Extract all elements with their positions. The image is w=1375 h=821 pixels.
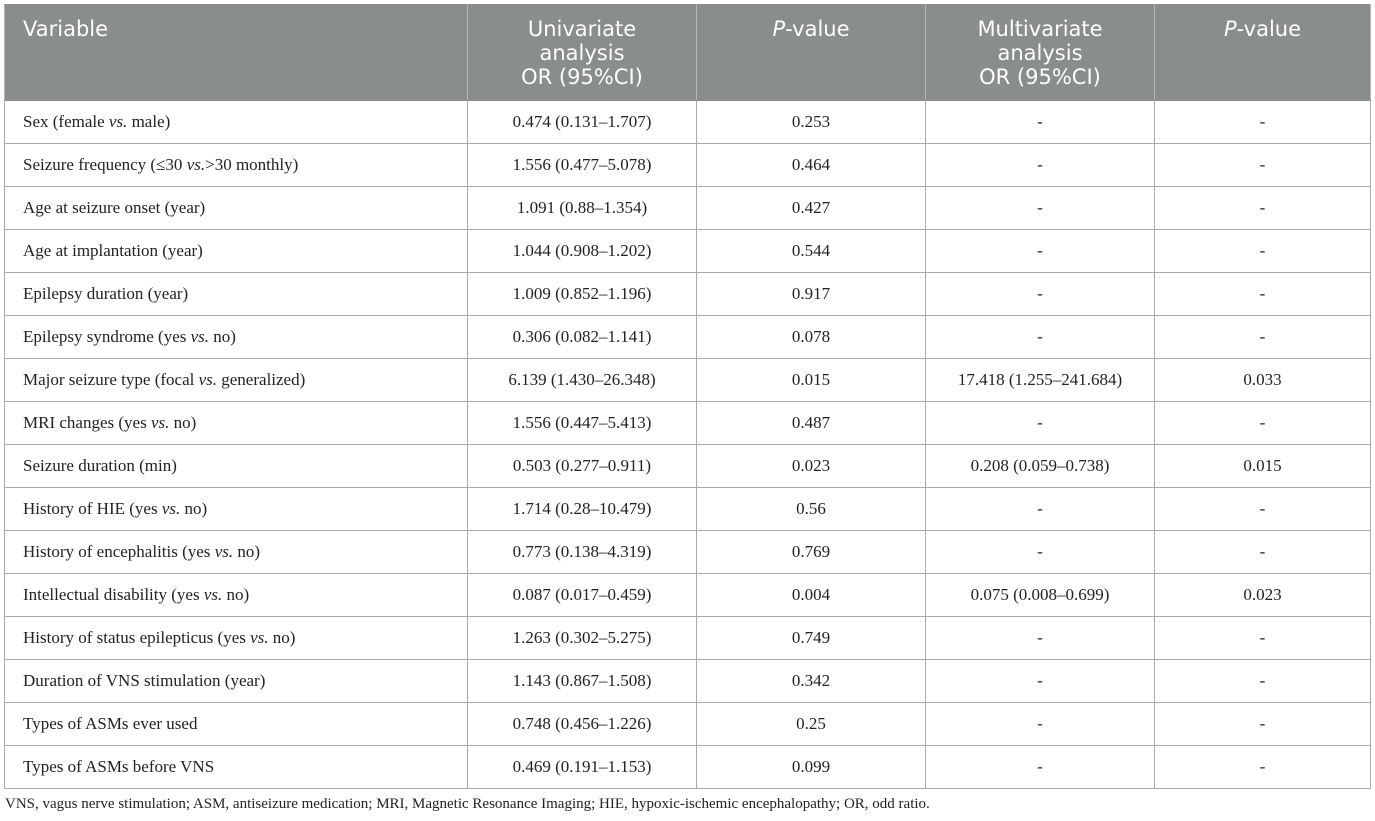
cell-univariate-or: 1.714 (0.28–10.479) bbox=[468, 488, 697, 531]
cell-multivariate-p-value: - bbox=[1155, 531, 1371, 574]
variable-versus: vs. bbox=[108, 112, 128, 131]
cell-multivariate-p-value: - bbox=[1155, 101, 1371, 144]
header-p-value-1-rest: -value bbox=[785, 17, 850, 41]
cell-variable bbox=[5, 144, 468, 187]
cell-multivariate-or: 17.418 (1.255–241.684) bbox=[926, 359, 1155, 402]
variable-text-end: no) bbox=[222, 585, 250, 604]
cell-multivariate-or: - bbox=[926, 316, 1155, 359]
cell-multivariate-or: - bbox=[926, 273, 1155, 316]
table-row bbox=[5, 574, 1371, 617]
cell-multivariate-or: - bbox=[926, 230, 1155, 273]
cell-variable bbox=[5, 273, 468, 316]
variable-text: Epilepsy duration (year) bbox=[23, 284, 189, 303]
variable-text: Age at implantation (year) bbox=[23, 241, 203, 260]
cell-variable bbox=[5, 101, 468, 144]
cell-multivariate-p-value: - bbox=[1155, 488, 1371, 531]
variable-text: Types of ASMs before VNS bbox=[23, 757, 215, 776]
variable-text-end: no) bbox=[233, 542, 261, 561]
cell-multivariate-or: 0.208 (0.059–0.738) bbox=[926, 445, 1155, 488]
cell-variable bbox=[5, 445, 468, 488]
cell-multivariate-p-value: 0.015 bbox=[1155, 445, 1371, 488]
cell-multivariate-or: - bbox=[926, 617, 1155, 660]
table-row bbox=[5, 144, 1371, 187]
cell-univariate-p-value: 0.487 bbox=[697, 402, 926, 445]
variable-text-end: generalized) bbox=[217, 370, 306, 389]
table-body bbox=[5, 101, 1371, 789]
cell-multivariate-p-value: - bbox=[1155, 187, 1371, 230]
cell-univariate-or: 1.263 (0.302–5.275) bbox=[468, 617, 697, 660]
cell-univariate-or: 1.009 (0.852–1.196) bbox=[468, 273, 697, 316]
variable-text-end: no) bbox=[180, 499, 208, 518]
table-row bbox=[5, 531, 1371, 574]
cell-multivariate-p-value: - bbox=[1155, 144, 1371, 187]
cell-univariate-or: 6.139 (1.430–26.348) bbox=[468, 359, 697, 402]
cell-variable bbox=[5, 230, 468, 273]
table-row bbox=[5, 316, 1371, 359]
header-univariate-line-2: analysis bbox=[539, 41, 625, 65]
header-univariate-line-1: Univariate bbox=[527, 17, 637, 41]
variable-text: Sex (female bbox=[23, 112, 109, 131]
cell-univariate-or: 0.306 (0.082–1.141) bbox=[468, 316, 697, 359]
variable-versus: vs. bbox=[203, 585, 223, 604]
header-p-value-univariate bbox=[697, 5, 926, 101]
cell-univariate-p-value: 0.004 bbox=[697, 574, 926, 617]
variable-text-end: no) bbox=[268, 628, 296, 647]
variable-text: Duration of VNS stimulation (year) bbox=[23, 671, 266, 690]
header-multivariate-line-2: analysis bbox=[997, 41, 1083, 65]
cell-univariate-p-value: 0.769 bbox=[697, 531, 926, 574]
header-p-value-2-rest: -value bbox=[1236, 17, 1302, 41]
table-row bbox=[5, 273, 1371, 316]
header-variable bbox=[5, 5, 468, 101]
table-row bbox=[5, 617, 1371, 660]
header-variable-label: Variable bbox=[23, 17, 109, 41]
table-row bbox=[5, 187, 1371, 230]
table-row bbox=[5, 746, 1371, 789]
header-p-value-1-italic: P bbox=[772, 17, 786, 41]
cell-multivariate-p-value: - bbox=[1155, 703, 1371, 746]
cell-univariate-p-value: 0.917 bbox=[697, 273, 926, 316]
table-row bbox=[5, 488, 1371, 531]
cell-univariate-p-value: 0.56 bbox=[697, 488, 926, 531]
cell-variable bbox=[5, 402, 468, 445]
cell-variable bbox=[5, 703, 468, 746]
variable-text: Intellectual disability (yes bbox=[23, 585, 204, 604]
cell-multivariate-or: - bbox=[926, 660, 1155, 703]
variable-text: History of HIE (yes bbox=[23, 499, 162, 518]
cell-univariate-p-value: 0.015 bbox=[697, 359, 926, 402]
variable-versus: vs. bbox=[198, 370, 218, 389]
cell-univariate-p-value: 0.427 bbox=[697, 187, 926, 230]
cell-univariate-p-value: 0.464 bbox=[697, 144, 926, 187]
cell-multivariate-or: - bbox=[926, 101, 1155, 144]
header-p-value-2-italic: P bbox=[1223, 17, 1237, 41]
cell-univariate-or: 0.773 (0.138–4.319) bbox=[468, 531, 697, 574]
variable-text-end: no) bbox=[209, 327, 236, 346]
variable-versus: vs. bbox=[186, 155, 206, 174]
cell-multivariate-or: - bbox=[926, 746, 1155, 789]
cell-variable bbox=[5, 488, 468, 531]
cell-univariate-or: 0.503 (0.277–0.911) bbox=[468, 445, 697, 488]
variable-text: History of encephalitis (yes bbox=[23, 542, 215, 561]
header-multivariate bbox=[926, 5, 1155, 101]
cell-univariate-p-value: 0.099 bbox=[697, 746, 926, 789]
cell-variable bbox=[5, 531, 468, 574]
variable-text-end: male) bbox=[127, 112, 171, 131]
table-row bbox=[5, 703, 1371, 746]
variable-text: MRI changes (yes bbox=[23, 413, 151, 432]
cell-multivariate-or: - bbox=[926, 144, 1155, 187]
table-row bbox=[5, 445, 1371, 488]
cell-univariate-or: 1.556 (0.477–5.078) bbox=[468, 144, 697, 187]
header-p-value-multivariate bbox=[1155, 5, 1371, 101]
cell-multivariate-p-value: - bbox=[1155, 316, 1371, 359]
variable-versus: vs. bbox=[250, 628, 269, 647]
cell-variable bbox=[5, 617, 468, 660]
cell-univariate-p-value: 0.023 bbox=[697, 445, 926, 488]
cell-univariate-or: 0.474 (0.131–1.707) bbox=[468, 101, 697, 144]
variable-text: History of status epilepticus (yes bbox=[23, 628, 251, 647]
cell-multivariate-or: - bbox=[926, 703, 1155, 746]
variable-text: Age at seizure onset (year) bbox=[23, 198, 206, 217]
table-footnote: VNS, vagus nerve stimulation; ASM, antiseizure medication; MRI, Magnetic Resonance Imaging; HIE, hypoxic-ischemic encephalopathy; OR, odd ratio. bbox=[5, 796, 930, 812]
cell-variable bbox=[5, 187, 468, 230]
cell-multivariate-p-value: - bbox=[1155, 617, 1371, 660]
cell-multivariate-p-value: - bbox=[1155, 273, 1371, 316]
table-row bbox=[5, 660, 1371, 703]
cell-multivariate-p-value: - bbox=[1155, 402, 1371, 445]
cell-variable bbox=[5, 316, 468, 359]
table-row bbox=[5, 359, 1371, 402]
cell-univariate-p-value: 0.749 bbox=[697, 617, 926, 660]
cell-variable bbox=[5, 660, 468, 703]
cell-univariate-or: 1.143 (0.867–1.508) bbox=[468, 660, 697, 703]
cell-multivariate-p-value: - bbox=[1155, 230, 1371, 273]
variable-versus: vs. bbox=[190, 327, 210, 346]
cell-univariate-p-value: 0.342 bbox=[697, 660, 926, 703]
cell-univariate-or: 0.748 (0.456–1.226) bbox=[468, 703, 697, 746]
cell-univariate-p-value: 0.25 bbox=[697, 703, 926, 746]
header-univariate bbox=[468, 5, 697, 101]
cell-multivariate-or: 0.075 (0.008–0.699) bbox=[926, 574, 1155, 617]
cell-multivariate-or: - bbox=[926, 402, 1155, 445]
cell-univariate-or: 1.091 (0.88–1.354) bbox=[468, 187, 697, 230]
variable-text: Epilepsy syndrome (yes bbox=[23, 327, 191, 346]
table-row bbox=[5, 101, 1371, 144]
header-multivariate-line-3: OR (95%CI) bbox=[979, 65, 1101, 89]
variable-versus: vs. bbox=[150, 413, 170, 432]
cell-univariate-or: 0.087 (0.017–0.459) bbox=[468, 574, 697, 617]
cell-univariate-p-value: 0.544 bbox=[697, 230, 926, 273]
cell-multivariate-or: - bbox=[926, 531, 1155, 574]
variable-text-end: no) bbox=[169, 413, 197, 432]
cell-univariate-p-value: 0.253 bbox=[697, 101, 926, 144]
cell-multivariate-or: - bbox=[926, 488, 1155, 531]
header-row bbox=[5, 5, 1371, 101]
cell-multivariate-or: - bbox=[926, 187, 1155, 230]
cell-univariate-p-value: 0.078 bbox=[697, 316, 926, 359]
cell-multivariate-p-value: 0.033 bbox=[1155, 359, 1371, 402]
cell-variable bbox=[5, 746, 468, 789]
variable-versus: vs. bbox=[161, 499, 181, 518]
variable-text: Seizure duration (min) bbox=[23, 456, 177, 475]
cell-variable bbox=[5, 359, 468, 402]
cell-univariate-or: 1.556 (0.447–5.413) bbox=[468, 402, 697, 445]
variable-text: Major seizure type (focal bbox=[23, 370, 199, 389]
cell-variable bbox=[5, 574, 468, 617]
cell-multivariate-p-value: - bbox=[1155, 746, 1371, 789]
variable-versus: vs. bbox=[214, 542, 234, 561]
cell-univariate-or: 1.044 (0.908–1.202) bbox=[468, 230, 697, 273]
header-multivariate-line-1: Multivariate bbox=[977, 17, 1103, 41]
cell-multivariate-p-value: - bbox=[1155, 660, 1371, 703]
table-row bbox=[5, 230, 1371, 273]
variable-text: Types of ASMs ever used bbox=[23, 714, 198, 733]
cell-multivariate-p-value: 0.023 bbox=[1155, 574, 1371, 617]
cell-univariate-or: 0.469 (0.191–1.153) bbox=[468, 746, 697, 789]
header-univariate-line-3: OR (95%CI) bbox=[521, 65, 643, 89]
results-table bbox=[4, 4, 1371, 789]
table-row bbox=[5, 402, 1371, 445]
variable-text: Seizure frequency (≤30 bbox=[23, 155, 187, 174]
variable-text-end: >30 monthly) bbox=[205, 155, 299, 174]
